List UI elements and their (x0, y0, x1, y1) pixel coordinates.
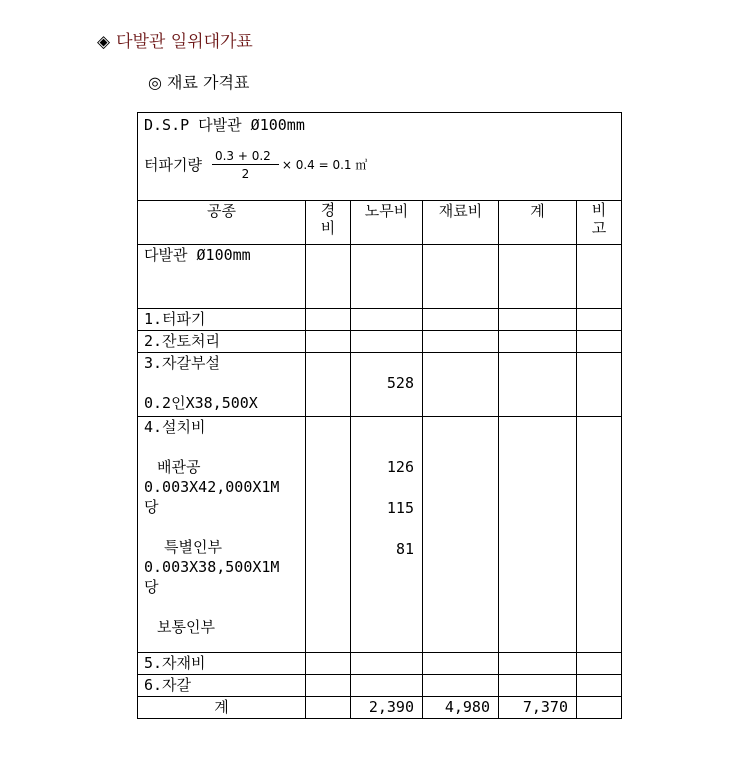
excavation-formula (144, 149, 615, 181)
formula-result: × 0.4 = 0.1 ㎥ (281, 158, 368, 172)
gravel-labor-value: 528 (351, 353, 423, 417)
col-labor-header: 노무비 (351, 201, 423, 245)
labor-value: 126 (386, 458, 414, 476)
row-soil-disposal: 2.잔토처리 (138, 331, 306, 353)
row-gravel-laying (138, 353, 306, 417)
fraction-numerator: 0.3 + 0.2 (212, 149, 279, 165)
special-worker-formula: 0.003X38,500X1M 당 (144, 558, 280, 596)
total-label: 계 (138, 697, 306, 719)
total-labor: 2,390 (351, 697, 423, 719)
table-row (138, 309, 622, 331)
gravel-laying-label: 3.자갈부설 (144, 354, 221, 372)
row-gravel: 6.자갈 (138, 675, 306, 697)
labor-value: 81 (395, 540, 414, 558)
normal-worker-label: 보통인부 (157, 618, 215, 636)
table-row (138, 353, 622, 417)
total-material: 4,980 (423, 697, 499, 719)
main-item-cell: 다발관 Ø100mm (138, 245, 306, 309)
section-subtitle: ◎ 재료 가격표 (148, 73, 250, 92)
row-excavation: 1.터파기 (138, 309, 306, 331)
fraction-denominator: 2 (241, 167, 250, 181)
document-title-text: 다발관 일위대가표 (116, 32, 253, 52)
cost-table (137, 112, 622, 719)
col-note-header: 비 고 (577, 201, 622, 245)
col-expense-header: 경 비 (306, 201, 351, 245)
special-worker-label: 특별인부 (164, 538, 222, 556)
table-row (138, 331, 622, 353)
table-header-cell (138, 113, 622, 201)
pipe-worker-label: 배관공 (157, 458, 201, 476)
formula-fraction (212, 149, 279, 181)
labor-value: 115 (386, 499, 414, 517)
row-materials: 5.자재비 (138, 653, 306, 675)
table-row (138, 417, 622, 653)
gravel-laying-formula: 0.2인X38,500X (144, 394, 258, 412)
diamond-icon: ◈ (97, 32, 111, 52)
excavation-label: 터파기량 (144, 156, 202, 174)
table-row (138, 675, 622, 697)
col-type-header: 공종 (138, 201, 306, 245)
column-header-row (138, 201, 622, 245)
col-material-header: 재료비 (423, 201, 499, 245)
table-row (138, 653, 622, 675)
col-total-header: 계 (499, 201, 577, 245)
total-sum: 7,370 (499, 697, 577, 719)
pipe-worker-formula: 0.003X42,000X1M 당 (144, 478, 280, 516)
total-row (138, 697, 622, 719)
document-title (97, 27, 253, 52)
installation-label: 4.설치비 (144, 418, 206, 436)
installation-labor-values (351, 417, 423, 653)
table-row (138, 245, 622, 309)
product-name: D.S.P 다발관 Ø100mm (144, 116, 305, 134)
row-installation (138, 417, 306, 653)
